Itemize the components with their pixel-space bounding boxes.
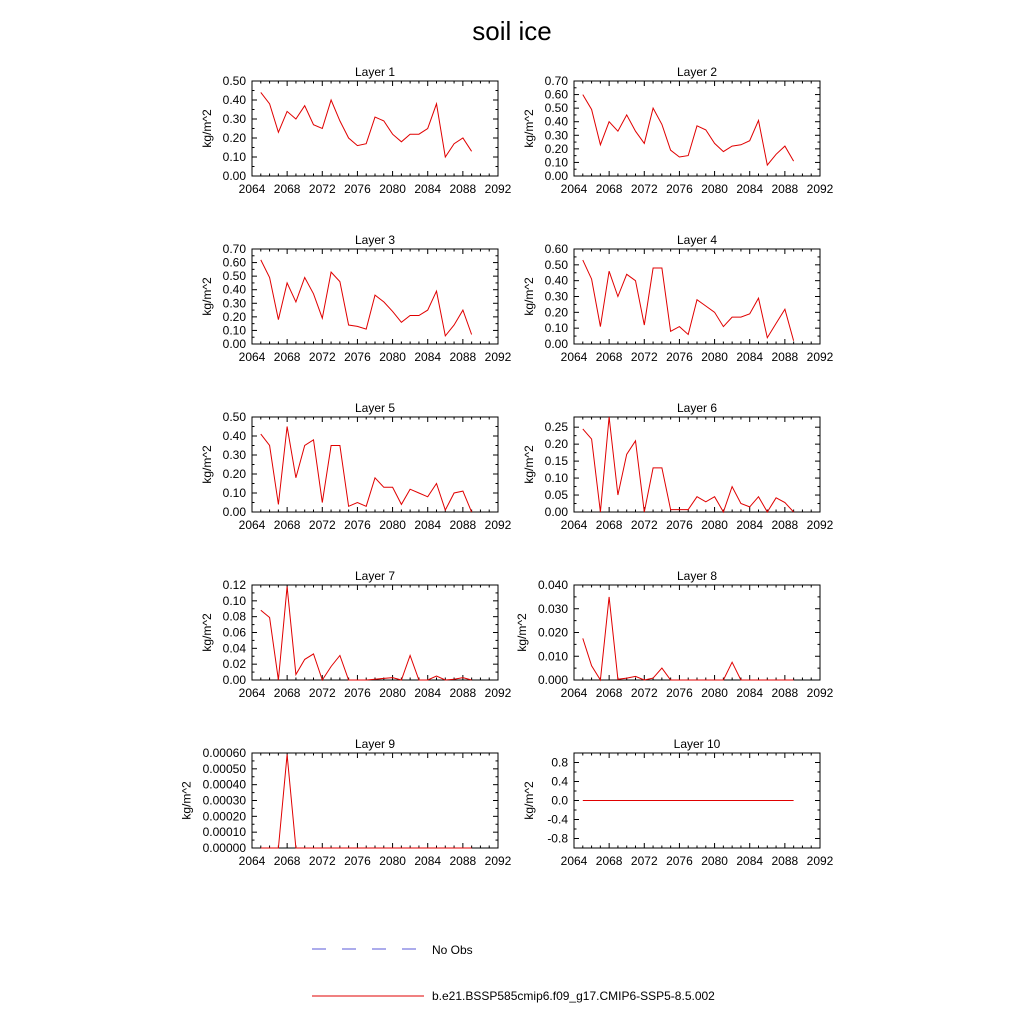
y-tick-label: 0.25 bbox=[544, 420, 568, 435]
y-tick-label: 0.20 bbox=[544, 141, 568, 156]
y-tick-label: 0.00050 bbox=[202, 761, 246, 776]
x-tick-label: 2068 bbox=[595, 350, 623, 364]
x-tick-label: 2080 bbox=[379, 350, 406, 364]
y-tick-label: 0.010 bbox=[537, 649, 568, 664]
y-axis-label: kg/m^2 bbox=[521, 277, 536, 316]
y-tick-label: 0.60 bbox=[222, 255, 246, 270]
panel-title: Layer 5 bbox=[354, 401, 396, 415]
y-tick-label: -0.4 bbox=[547, 812, 568, 827]
y-tick-label: 0.020 bbox=[537, 625, 568, 640]
y-tick-label: 0.02 bbox=[222, 657, 246, 672]
x-tick-label: 2076 bbox=[344, 350, 371, 364]
x-tick-label: 2064 bbox=[238, 518, 266, 532]
legend-model-label: b.e21.BSSP585cmip6.f09_g17.CMIP6-SSP5-8.5.002 bbox=[432, 989, 715, 1003]
y-tick-label: 0.20 bbox=[544, 305, 568, 320]
x-tick-label: 2076 bbox=[344, 854, 371, 868]
x-tick-label: 2088 bbox=[771, 854, 799, 868]
series-line bbox=[261, 92, 472, 157]
y-tick-label: 0.00010 bbox=[202, 825, 246, 840]
x-tick-label: 2088 bbox=[771, 686, 799, 700]
y-tick-label: 0.40 bbox=[544, 273, 568, 288]
chart-panel-layer-9 bbox=[179, 737, 511, 868]
x-tick-label: 2092 bbox=[806, 854, 834, 868]
x-tick-label: 2088 bbox=[449, 854, 477, 868]
y-axis-label: kg/m^2 bbox=[521, 781, 536, 820]
x-tick-label: 2064 bbox=[560, 854, 588, 868]
series-line bbox=[261, 587, 472, 680]
chart-panel-layer-10 bbox=[522, 737, 834, 868]
x-tick-label: 2088 bbox=[771, 182, 799, 196]
y-tick-label: 0.00020 bbox=[202, 809, 246, 824]
x-tick-label: 2080 bbox=[701, 182, 728, 196]
y-tick-label: 0.00000 bbox=[202, 841, 246, 855]
x-tick-label: 2084 bbox=[414, 350, 442, 364]
x-tick-label: 2068 bbox=[595, 686, 623, 700]
y-tick-label: 0.00 bbox=[222, 505, 246, 519]
y-tick-label: 0.10 bbox=[222, 486, 246, 500]
y-tick-label: 0.30 bbox=[544, 128, 568, 143]
x-tick-label: 2084 bbox=[736, 518, 764, 532]
y-axis-label: kg/m^2 bbox=[199, 445, 214, 484]
series-line bbox=[261, 755, 472, 848]
y-tick-label: 0.10 bbox=[544, 471, 568, 486]
y-tick-label: 0.10 bbox=[544, 155, 568, 170]
plot-frame bbox=[574, 249, 820, 344]
legend-obs-label: No Obs bbox=[432, 943, 473, 957]
y-tick-label: 0.000 bbox=[537, 673, 568, 687]
y-tick-label: 0.00 bbox=[222, 337, 246, 351]
x-tick-label: 2068 bbox=[273, 518, 301, 532]
legend bbox=[312, 943, 715, 1003]
x-tick-label: 2092 bbox=[484, 854, 512, 868]
x-tick-label: 2076 bbox=[344, 686, 371, 700]
plot-frame bbox=[252, 417, 498, 512]
x-tick-label: 2064 bbox=[238, 686, 266, 700]
y-tick-label: 0.40 bbox=[222, 282, 246, 297]
y-tick-label: 0.04 bbox=[222, 641, 246, 656]
x-tick-label: 2092 bbox=[484, 350, 512, 364]
x-tick-label: 2092 bbox=[806, 182, 834, 196]
x-tick-label: 2072 bbox=[308, 854, 336, 868]
chart-panel-layer-8 bbox=[515, 569, 834, 700]
plot-frame bbox=[252, 585, 498, 680]
x-tick-label: 2092 bbox=[806, 518, 834, 532]
panel-title: Layer 8 bbox=[676, 569, 718, 583]
panel-title: Layer 3 bbox=[354, 233, 396, 247]
y-tick-label: 0.8 bbox=[551, 755, 568, 770]
panel-title: Layer 2 bbox=[676, 65, 718, 79]
x-tick-label: 2088 bbox=[449, 686, 477, 700]
y-tick-label: 0.12 bbox=[222, 578, 246, 592]
y-axis-label: kg/m^2 bbox=[179, 781, 194, 820]
x-tick-label: 2084 bbox=[414, 854, 442, 868]
y-tick-label: 0.40 bbox=[544, 114, 568, 129]
x-tick-label: 2068 bbox=[273, 182, 301, 196]
y-tick-label: 0.40 bbox=[222, 429, 246, 443]
y-tick-label: 0.040 bbox=[537, 578, 568, 592]
y-tick-label: 0.60 bbox=[544, 242, 568, 256]
x-tick-label: 2088 bbox=[771, 350, 799, 364]
y-tick-label: 0.50 bbox=[544, 257, 568, 272]
panel-title: Layer 9 bbox=[354, 737, 396, 751]
y-axis-label: kg/m^2 bbox=[199, 277, 214, 316]
x-tick-label: 2076 bbox=[344, 182, 371, 196]
y-tick-label: 0.30 bbox=[222, 296, 246, 311]
y-tick-label: 0.50 bbox=[222, 74, 246, 88]
y-tick-label: 0.50 bbox=[544, 101, 568, 116]
chart-panel-layer-1 bbox=[200, 65, 512, 196]
x-tick-label: 2064 bbox=[238, 854, 266, 868]
series-line bbox=[583, 417, 794, 512]
y-tick-label: 0.06 bbox=[222, 625, 246, 640]
y-tick-label: 0.20 bbox=[222, 309, 246, 324]
x-tick-label: 2068 bbox=[595, 854, 623, 868]
plot-frame bbox=[574, 585, 820, 680]
series-line bbox=[583, 95, 794, 166]
x-tick-label: 2076 bbox=[666, 686, 693, 700]
y-axis-label: kg/m^2 bbox=[199, 613, 214, 652]
y-tick-label: 0.50 bbox=[222, 410, 246, 424]
x-tick-label: 2072 bbox=[308, 350, 336, 364]
y-tick-label: 0.70 bbox=[222, 242, 246, 256]
y-tick-label: -0.8 bbox=[547, 831, 568, 846]
x-tick-label: 2092 bbox=[806, 350, 834, 364]
y-tick-label: 0.30 bbox=[544, 289, 568, 304]
y-tick-label: 0.20 bbox=[222, 467, 246, 481]
x-tick-label: 2084 bbox=[414, 518, 442, 532]
x-tick-label: 2092 bbox=[806, 686, 834, 700]
panel-title: Layer 1 bbox=[354, 65, 396, 79]
x-tick-label: 2064 bbox=[560, 518, 588, 532]
x-tick-label: 2068 bbox=[595, 182, 623, 196]
chart-panel-layer-6 bbox=[522, 401, 834, 532]
x-tick-label: 2064 bbox=[560, 182, 588, 196]
y-axis-label: kg/m^2 bbox=[521, 109, 536, 148]
x-tick-label: 2084 bbox=[736, 854, 764, 868]
x-tick-label: 2068 bbox=[273, 350, 301, 364]
panel-title: Layer 4 bbox=[676, 233, 718, 247]
y-tick-label: 0.30 bbox=[222, 112, 246, 126]
x-tick-label: 2080 bbox=[701, 854, 728, 868]
y-tick-label: 0.40 bbox=[222, 93, 246, 107]
chart-panel-layer-4 bbox=[522, 233, 834, 364]
x-tick-label: 2072 bbox=[630, 518, 658, 532]
x-tick-label: 2080 bbox=[701, 350, 728, 364]
y-tick-label: 0.030 bbox=[537, 601, 568, 616]
x-tick-label: 2068 bbox=[273, 854, 301, 868]
y-tick-label: 0.05 bbox=[544, 488, 568, 503]
y-tick-label: 0.70 bbox=[544, 74, 568, 88]
x-tick-label: 2080 bbox=[379, 854, 406, 868]
series-line bbox=[261, 427, 472, 513]
x-tick-label: 2084 bbox=[736, 182, 764, 196]
x-tick-label: 2080 bbox=[379, 686, 406, 700]
y-tick-label: 0.00040 bbox=[202, 777, 246, 792]
plot-frame bbox=[574, 81, 820, 176]
x-tick-label: 2088 bbox=[449, 182, 477, 196]
plot-frame bbox=[252, 753, 498, 848]
panel-title: Layer 7 bbox=[354, 569, 396, 583]
x-tick-label: 2076 bbox=[344, 518, 371, 532]
x-tick-label: 2084 bbox=[736, 686, 764, 700]
y-tick-label: 0.10 bbox=[222, 150, 246, 164]
y-tick-label: 0.00 bbox=[544, 337, 568, 351]
x-tick-label: 2064 bbox=[560, 686, 588, 700]
x-tick-label: 2088 bbox=[449, 518, 477, 532]
panel-title: Layer 6 bbox=[676, 401, 718, 415]
x-tick-label: 2080 bbox=[379, 518, 406, 532]
y-tick-label: 0.50 bbox=[222, 269, 246, 284]
page-title: soil ice bbox=[472, 16, 552, 46]
x-tick-label: 2092 bbox=[484, 518, 512, 532]
y-tick-label: 0.00030 bbox=[202, 793, 246, 808]
x-tick-label: 2072 bbox=[308, 182, 336, 196]
x-tick-label: 2080 bbox=[701, 686, 728, 700]
x-tick-label: 2064 bbox=[238, 182, 266, 196]
x-tick-label: 2084 bbox=[414, 182, 442, 196]
x-tick-label: 2068 bbox=[273, 686, 301, 700]
x-tick-label: 2068 bbox=[595, 518, 623, 532]
x-tick-label: 2084 bbox=[736, 350, 764, 364]
x-tick-label: 2080 bbox=[379, 182, 406, 196]
panel-title: Layer 10 bbox=[673, 737, 721, 751]
y-axis-label: kg/m^2 bbox=[199, 109, 214, 148]
y-tick-label: 0.0 bbox=[551, 793, 568, 808]
x-tick-label: 2076 bbox=[666, 182, 693, 196]
x-tick-label: 2088 bbox=[771, 518, 799, 532]
y-tick-label: 0.15 bbox=[544, 454, 568, 469]
x-tick-label: 2072 bbox=[630, 686, 658, 700]
series-line bbox=[261, 260, 472, 336]
x-tick-label: 2076 bbox=[666, 518, 693, 532]
y-tick-label: 0.00 bbox=[222, 673, 246, 687]
y-tick-label: 0.20 bbox=[222, 131, 246, 145]
x-tick-label: 2072 bbox=[630, 182, 658, 196]
y-tick-label: 0.60 bbox=[544, 87, 568, 102]
chart-panel-layer-3 bbox=[200, 233, 512, 364]
series-line bbox=[583, 597, 794, 680]
x-tick-label: 2092 bbox=[484, 686, 512, 700]
x-tick-label: 2084 bbox=[414, 686, 442, 700]
y-tick-label: 0.10 bbox=[222, 593, 246, 608]
x-tick-label: 2076 bbox=[666, 350, 693, 364]
y-tick-label: 0.10 bbox=[222, 323, 246, 338]
x-tick-label: 2080 bbox=[701, 518, 728, 532]
y-tick-label: 0.00 bbox=[544, 169, 568, 183]
y-tick-label: 0.00 bbox=[222, 169, 246, 183]
x-tick-label: 2072 bbox=[308, 686, 336, 700]
y-axis-label: kg/m^2 bbox=[521, 445, 536, 484]
chart-panel-layer-7 bbox=[200, 569, 512, 700]
y-tick-label: 0.00 bbox=[544, 505, 568, 519]
series-line bbox=[583, 260, 794, 341]
x-tick-label: 2088 bbox=[449, 350, 477, 364]
x-tick-label: 2072 bbox=[308, 518, 336, 532]
plot-frame bbox=[252, 81, 498, 176]
x-tick-label: 2072 bbox=[630, 854, 658, 868]
chart-panel-layer-5 bbox=[200, 401, 512, 532]
x-tick-label: 2076 bbox=[666, 854, 693, 868]
y-axis-label: kg/m^2 bbox=[515, 613, 529, 652]
y-tick-label: 0.4 bbox=[551, 774, 568, 789]
y-tick-label: 0.30 bbox=[222, 448, 246, 462]
x-tick-label: 2092 bbox=[484, 182, 512, 196]
chart-panel-layer-2 bbox=[522, 65, 834, 196]
y-tick-label: 0.10 bbox=[544, 321, 568, 336]
y-tick-label: 0.20 bbox=[544, 437, 568, 452]
y-tick-label: 0.00060 bbox=[202, 746, 246, 760]
x-tick-label: 2072 bbox=[630, 350, 658, 364]
x-tick-label: 2064 bbox=[560, 350, 588, 364]
x-tick-label: 2064 bbox=[238, 350, 266, 364]
y-tick-label: 0.08 bbox=[222, 609, 246, 624]
